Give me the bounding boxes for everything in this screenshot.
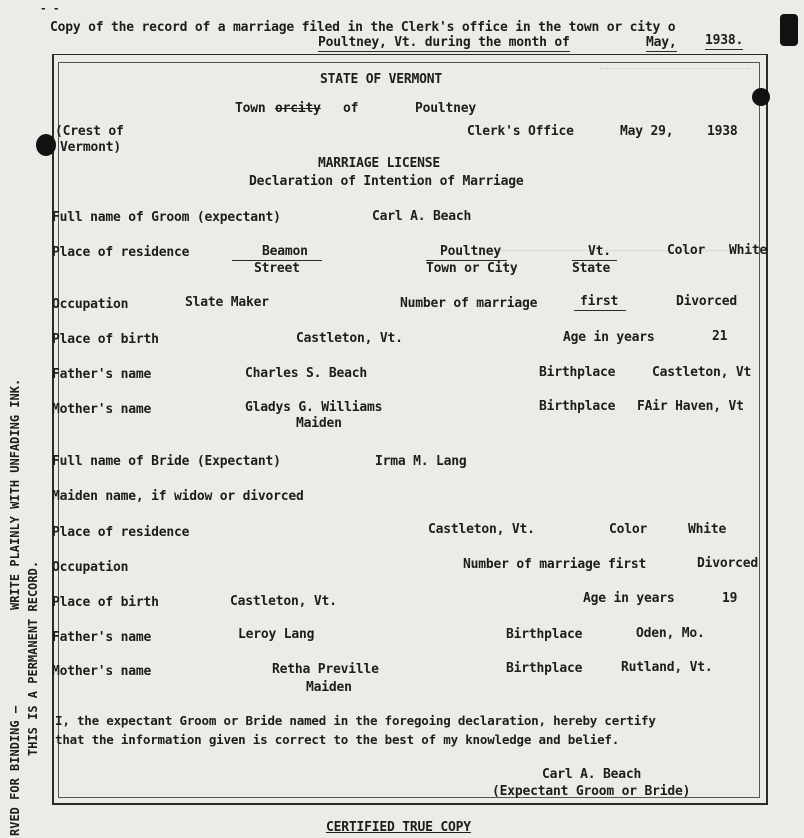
- bride-marriage-number: first: [608, 557, 647, 572]
- bride-mother-label: Mother's name: [52, 664, 152, 679]
- groom-father-birthplace-label: Birthplace: [539, 365, 616, 380]
- bride-residence-label: Place of residence: [52, 525, 190, 540]
- groom-state-label: State: [572, 261, 611, 276]
- header-line2-place: Poultney, Vt. during the month of: [318, 35, 570, 50]
- bride-mother: Retha Preville: [272, 662, 379, 677]
- bride-father-birthplace: Oden, Mo.: [636, 626, 705, 641]
- groom-color: White: [729, 243, 768, 258]
- signature: Carl A. Beach: [542, 767, 642, 782]
- bride-birth-place-label: Place of birth: [52, 595, 159, 610]
- groom-marriage-number-label: Number of marriage: [400, 296, 538, 311]
- bride-father-birthplace-label: Birthplace: [506, 627, 583, 642]
- certification-line2: that the information given is correct to the best of my knowledge and belief.: [55, 732, 620, 747]
- bride-name: Irma M. Lang: [375, 454, 467, 469]
- signature-caption: (Expectant Groom or Bride): [492, 784, 691, 799]
- certified-true-copy: CERTIFIED TRUE COPY: [326, 820, 471, 835]
- ink-blot: [752, 88, 770, 106]
- groom-age: 21: [712, 329, 728, 344]
- bride-mother-maiden-label: Maiden: [306, 680, 352, 695]
- bride-residence: Castleton, Vt.: [428, 522, 535, 537]
- ink-blot: [780, 14, 798, 46]
- bride-age: 19: [722, 591, 738, 606]
- groom-mother-birthplace: FAir Haven, Vt: [637, 399, 744, 414]
- license-title: MARRIAGE LICENSE: [318, 156, 441, 171]
- groom-town: Poultney: [426, 244, 507, 261]
- groom-father-label: Father's name: [52, 367, 152, 382]
- bride-name-label: Full name of Bride (Expectant): [52, 454, 281, 469]
- bride-mother-birthplace: Rutland, Vt.: [621, 660, 713, 675]
- groom-color-label: Color: [667, 243, 706, 258]
- town-name: Poultney: [415, 101, 477, 116]
- bride-occupation-label: Occupation: [52, 560, 129, 575]
- groom-age-label: Age in years: [563, 330, 655, 345]
- groom-state: Vt.: [572, 244, 617, 261]
- groom-divorced-label: Divorced: [676, 294, 738, 309]
- groom-occupation-label: Occupation: [52, 297, 129, 312]
- groom-mother-maiden-label: Maiden: [296, 416, 342, 431]
- town-struck: orcity: [275, 101, 321, 116]
- town-label: Town: [235, 101, 266, 116]
- margin-ink-notice: WRITE PLAINLY WITH UNFADING INK.: [8, 378, 22, 610]
- bride-age-label: Age in years: [583, 591, 675, 606]
- crest-line1: (Crest of: [55, 124, 124, 139]
- groom-birth-place-label: Place of birth: [52, 332, 159, 347]
- groom-mother: Gladys G. Williams: [245, 400, 383, 415]
- license-date: May 29,: [620, 124, 674, 139]
- license-year: 1938: [707, 124, 738, 139]
- margin-permanent-record: THIS IS A PERMANENT RECORD.: [26, 560, 40, 756]
- groom-residence-label: Place of residence: [52, 245, 190, 260]
- header-dashes: - -: [40, 2, 60, 15]
- groom-marriage-number: first: [574, 294, 626, 311]
- crest-line2: Vermont): [60, 140, 122, 155]
- header-line1: Copy of the record of a marriage filed in the Clerk's office in the town or city o: [50, 20, 676, 35]
- bride-color: White: [688, 522, 727, 537]
- bride-birth-place: Castleton, Vt.: [230, 594, 337, 609]
- clerks-office: Clerk's Office: [467, 124, 574, 139]
- inner-frame: [58, 62, 760, 798]
- groom-street: Beamon: [232, 244, 322, 261]
- bride-maiden-label: Maiden name, if widow or divorced: [52, 489, 304, 504]
- town-of: of: [343, 101, 359, 116]
- header-line2-year: 1938.: [705, 33, 744, 48]
- groom-father-birthplace: Castleton, Vt: [652, 365, 752, 380]
- header-line2-month: May,: [646, 35, 677, 50]
- bride-marriage-number-label: Number of marriage: [463, 557, 601, 572]
- bride-divorced-label: Divorced: [697, 556, 759, 571]
- ink-blot: [36, 134, 56, 156]
- groom-occupation: Slate Maker: [185, 295, 269, 310]
- groom-name: Carl A. Beach: [372, 209, 472, 224]
- state-heading: STATE OF VERMONT: [320, 72, 443, 87]
- certification-line1: I, the expectant Groom or Bride named in the foregoing declaration, hereby certify: [55, 713, 656, 728]
- groom-mother-birthplace-label: Birthplace: [539, 399, 616, 414]
- groom-town-label: Town or City: [426, 261, 518, 276]
- bride-father-label: Father's name: [52, 630, 152, 645]
- groom-birth-place: Castleton, Vt.: [296, 331, 403, 346]
- license-subtitle: Declaration of Intention of Marriage: [249, 174, 524, 189]
- groom-father: Charles S. Beach: [245, 366, 368, 381]
- bride-mother-birthplace-label: Birthplace: [506, 661, 583, 676]
- bride-color-label: Color: [609, 522, 648, 537]
- groom-street-label: Street: [254, 261, 300, 276]
- bride-father: Leroy Lang: [238, 627, 315, 642]
- margin-binding-notice: RVED FOR BINDING —: [8, 705, 22, 836]
- groom-name-label: Full name of Groom (expectant): [52, 210, 281, 225]
- groom-mother-label: Mother's name: [52, 402, 152, 417]
